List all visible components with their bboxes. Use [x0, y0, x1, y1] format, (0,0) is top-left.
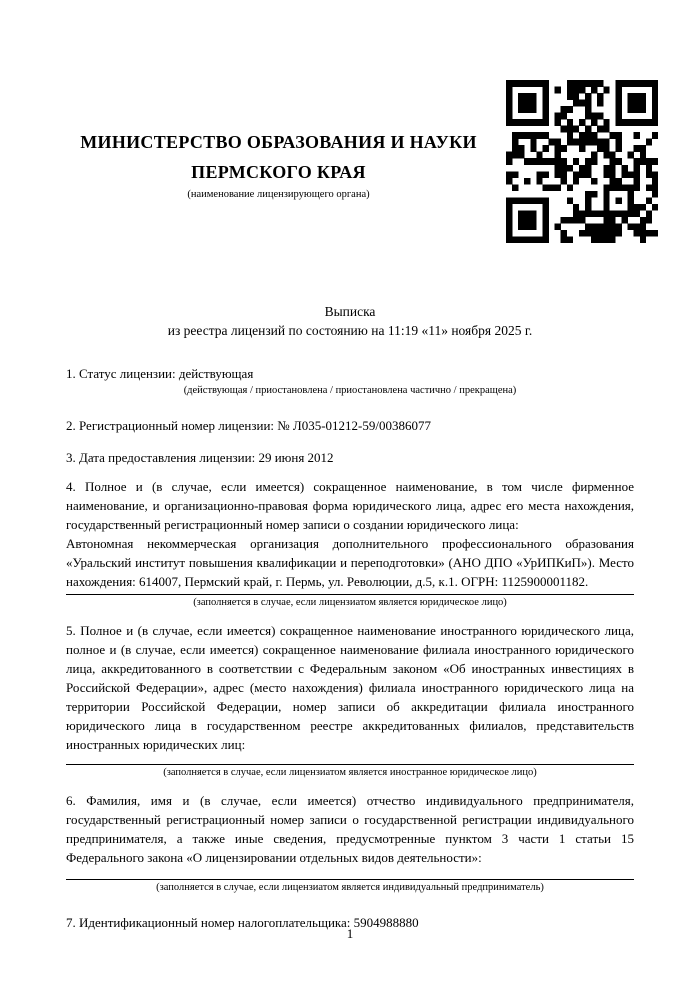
licensing-authority-header — [35, 127, 522, 202]
item-taxpayer-number: 7. Идентификационный номер налогоплательщика: 5904988880 — [66, 915, 419, 930]
ministry-name: МИНИСТЕРСТВО ОБРАЗОВАНИЯ И НАУКИ ПЕРМСКОГО КРАЯ — [80, 132, 477, 182]
license-status-caption: (действующая / приостановлена / приостановлена частично / прекращена) — [183, 385, 517, 396]
document-title — [0, 302, 700, 340]
entrepreneur-caption: (заполняется в случае, если лицензиатом является индивидуальный предприниматель) — [156, 882, 544, 893]
qr-code-icon — [506, 80, 658, 243]
ministry-subtitle: (наименование лицензирующего органа) — [187, 189, 370, 200]
document-body — [66, 364, 634, 932]
title-line1: Выписка — [324, 304, 376, 319]
foreign-entity-caption: (заполняется в случае, если лицензиатом является иностранное юридическое лицо) — [163, 767, 537, 778]
item-legal-entity — [66, 477, 634, 611]
legal-entity-caption: (заполняется в случае, если лицензиатом является юридическое лицо) — [193, 597, 507, 608]
item-license-grant-date: 3. Дата предоставления лицензии: 29 июня 2012 — [66, 450, 334, 465]
title-line2: из реестра лицензий по состоянию на 11:19 «11» ноября 2025 г. — [167, 323, 533, 338]
item-individual-entrepreneur — [66, 791, 634, 896]
item-registration-number: 2. Регистрационный номер лицензии: № Л035-01212-59/00386077 — [66, 418, 432, 433]
entrepreneur-question: 6. Фамилия, имя и (в случае, если имеется) отчество индивидуального предпринимателя, государственный регистрационный номер записи о государственной регистрации индивидуального предпринимателя, а также иные сведения, предусмотренные пунктом 3 части 1 статьи 15 Федерального закона «О лицензировании отдельных видов деятельности»: — [66, 793, 634, 865]
legal-entity-value: Автономная некоммерческая организация дополнительного профессионального образования «Уральский институт повышения квалификации и переподготовки» (АНО ДПО «УрИПКиП»). Место нахождения: 614007, Пермский край, г. Пермь, ул. Революции, д.5, к.1. ОГРН: 1125900001182. — [66, 536, 634, 589]
page-number: 1 — [346, 926, 354, 941]
item-license-status — [66, 364, 634, 399]
license-status-text: 1. Статус лицензии: действующая — [66, 366, 254, 381]
item-foreign-entity — [66, 621, 634, 781]
legal-entity-question: 4. Полное и (в случае, если имеется) сокращенное наименование, в том числе фирменное наименование, и организационно-правовая форма юридического лица, адрес его места нахождения, государственный регистрационный номер записи о создании юридического лица: — [66, 479, 634, 532]
foreign-entity-question: 5. Полное и (в случае, если имеется) сокращенное наименование иностранного юридического лица, полное и (в случае, если имеется) сокращенное наименование филиала иностранного юридического лица, аккредитованного в соответствии с Федеральным законом «Об иностранных инвестициях в Российской Федерации», адрес (место нахождения) филиала иностранного юридического лица на территории Российской Федерации, номер записи об аккредитации филиала иностранного юридического лица в государственном реестре аккредитованных филиалов, представительств иностранных юридических лиц: — [66, 623, 634, 752]
